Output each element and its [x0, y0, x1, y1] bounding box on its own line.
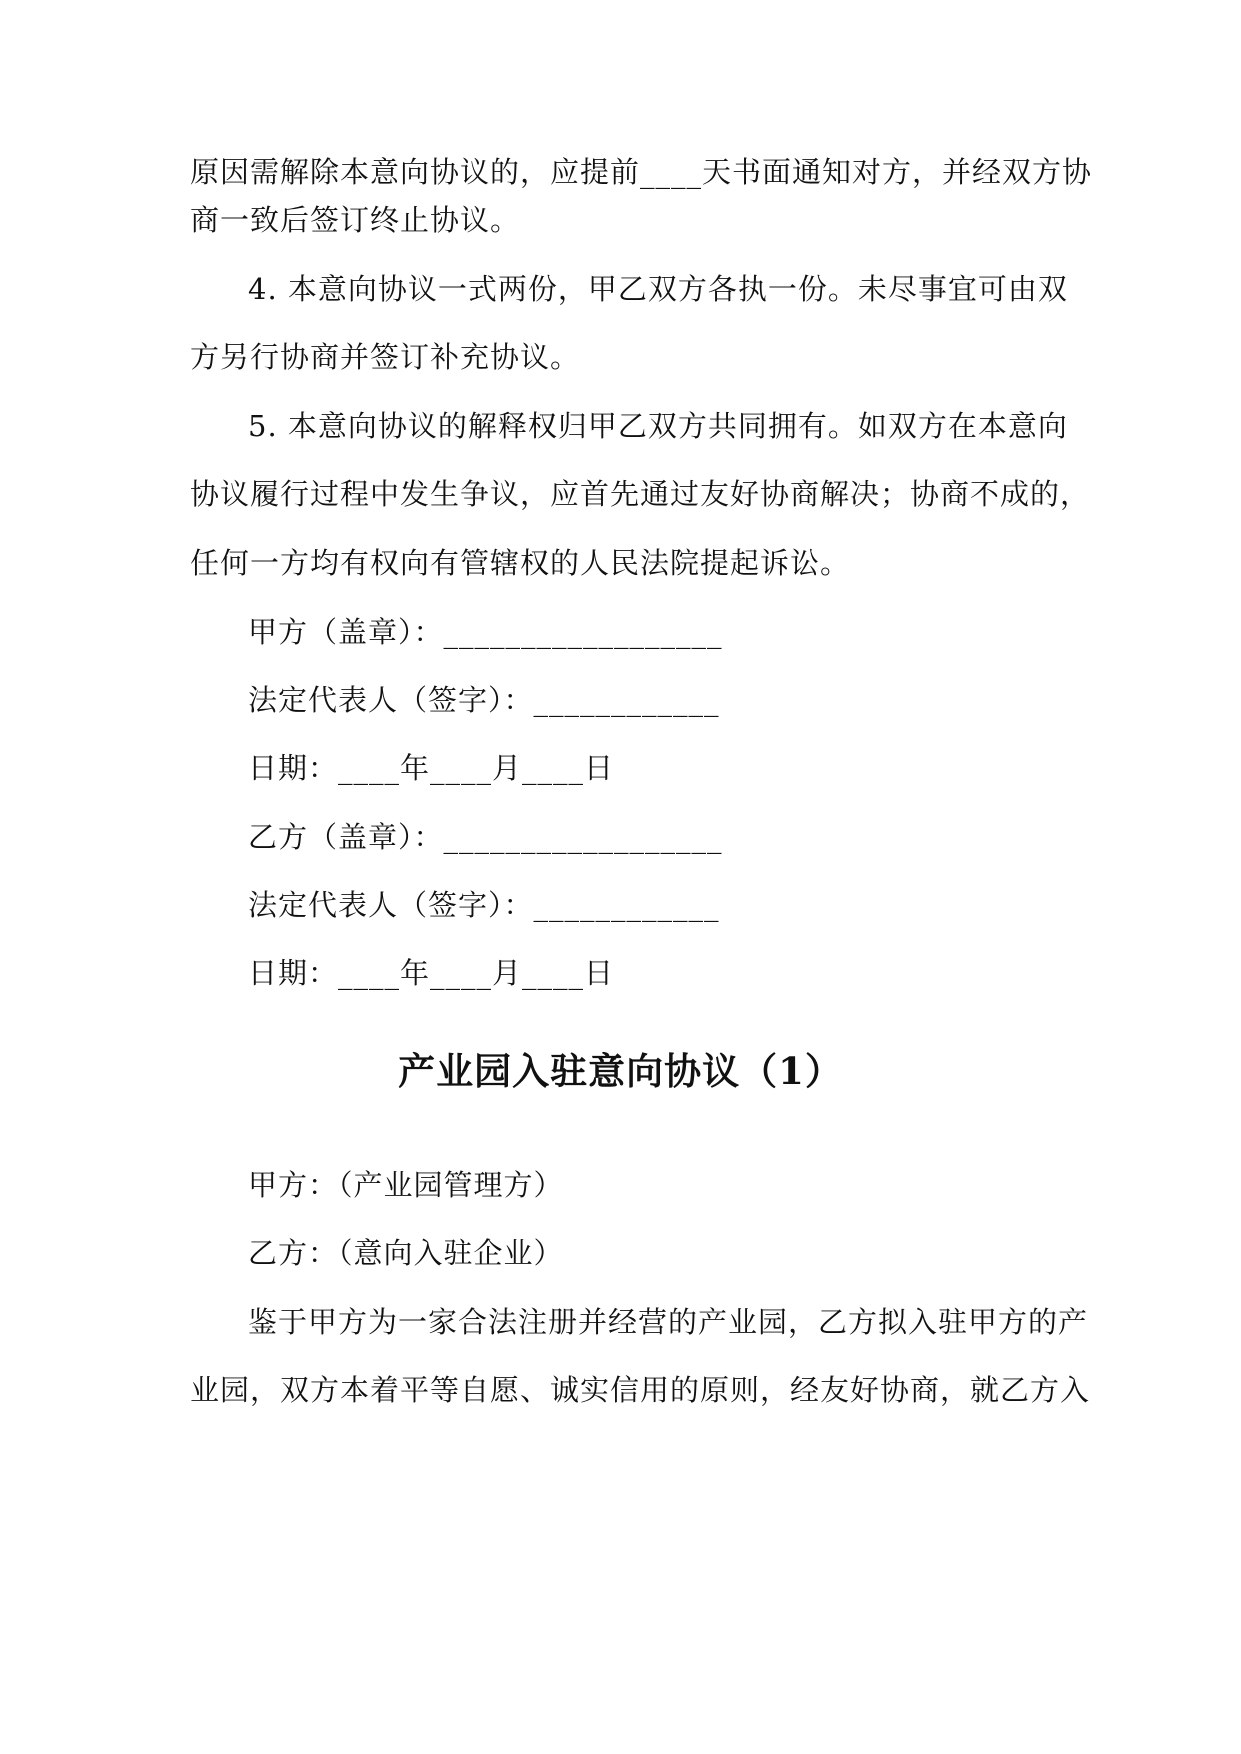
body-line-2: 商一致后签订终止协议。 — [190, 203, 521, 237]
party-b-representative-line: 法定代表人（签字）：____________ — [248, 888, 720, 922]
body-line-1: 原因需解除本意向协议的，应提前____天书面通知对方，并经双方协 — [190, 155, 1093, 189]
clause-4-line-1: 4. 本意向协议一式两份，甲乙双方各执一份。未尽事宜可由双 — [248, 272, 1068, 306]
clause-5-line-2: 协议履行过程中发生争议，应首先通过友好协商解决；协商不成的， — [190, 477, 1091, 511]
section-title: 产业园入驻意向协议（1） — [398, 1049, 843, 1093]
party-b-intro: 乙方：（意向入驻企业） — [248, 1236, 564, 1270]
clause-5-line-3: 任何一方均有权向有管辖权的人民法院提起诉讼。 — [190, 546, 851, 580]
preamble-line-2: 业园，双方本着平等自愿、诚实信用的原则，经友好协商，就乙方入 — [190, 1373, 1091, 1407]
clause-5-line-1: 5. 本意向协议的解释权归甲乙双方共同拥有。如双方在本意向 — [248, 409, 1068, 443]
party-b-seal-line: 乙方（盖章）：__________________ — [248, 820, 723, 854]
party-a-representative-line: 法定代表人（签字）：____________ — [248, 683, 720, 717]
party-b-date-line: 日期：____年____月____日 — [248, 956, 615, 990]
party-a-seal-line: 甲方（盖章）：__________________ — [248, 615, 723, 649]
preamble-line-1: 鉴于甲方为一家合法注册并经营的产业园，乙方拟入驻甲方的产 — [248, 1305, 1089, 1339]
party-a-date-line: 日期：____年____月____日 — [248, 751, 615, 785]
clause-4-line-2: 方另行协商并签订补充协议。 — [190, 340, 581, 374]
party-a-intro: 甲方：（产业园管理方） — [248, 1168, 564, 1202]
